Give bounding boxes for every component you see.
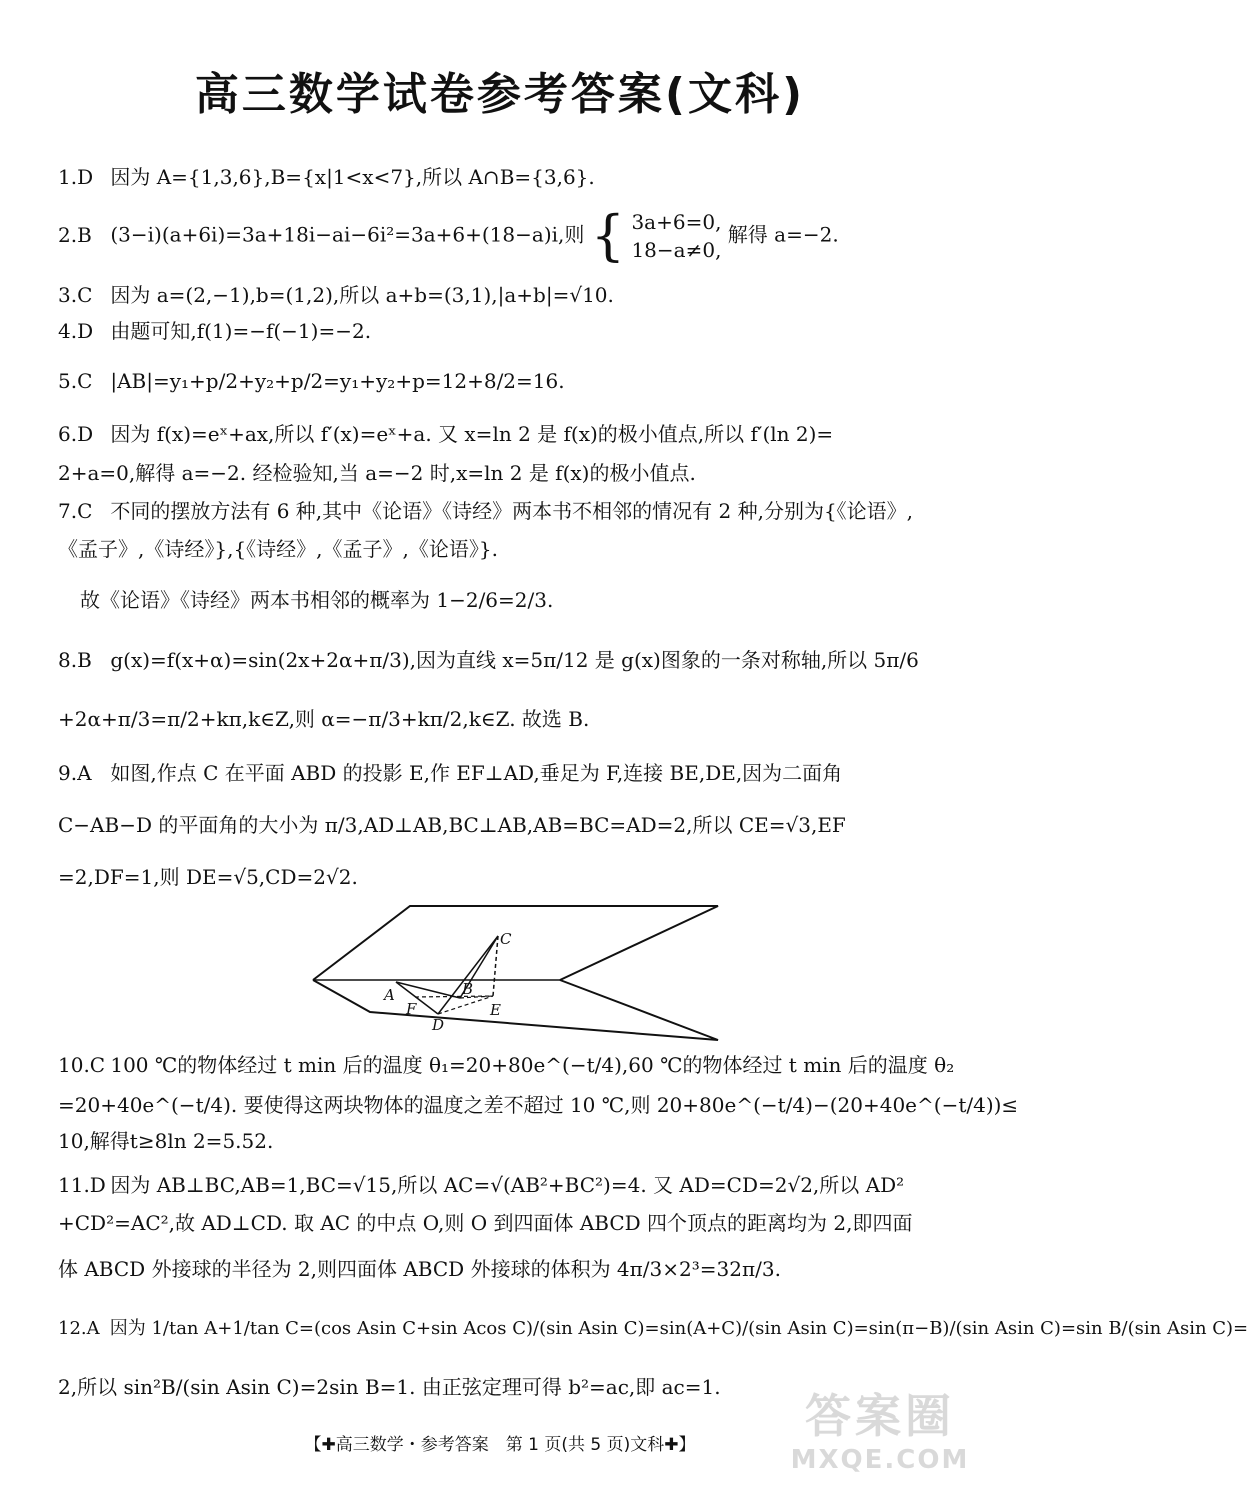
page-title: 高三数学试卷参考答案(文科) [194, 69, 806, 120]
label-d: D [432, 1016, 445, 1034]
answer-text-line-3: 体 ABCD 外接球的半径为 2,则四面体 ABCD 外接球的体积为 4π/3×2³=32π/3. [58, 1257, 781, 1281]
answer-1 [58, 162, 978, 192]
answer-number: 7.C [58, 499, 93, 523]
answer-number: 2.B [58, 222, 92, 247]
segment-de [438, 996, 493, 1014]
answer-4 [58, 316, 978, 346]
answer-text-line-3: =2,DF=1,则 DE=√5,CD=2√2. [58, 865, 358, 889]
answer-9 [58, 758, 978, 788]
answer-text-line-2: 2+a=0,解得 a=−2. 经检验知,当 a=−2 时,x=ln 2 是 f(x)的极小值点. [58, 461, 696, 485]
answer-number: 1.D [58, 165, 94, 189]
answer-text-line-1: 因为 f(x)=eˣ+ax,所以 f′(x)=eˣ+a. 又 x=ln 2 是 f(x)的极小值点,所以 f′(ln 2)= [110, 422, 834, 446]
answer-text-line-3: 10,解得t≥8ln 2=5.52. [58, 1129, 274, 1153]
answer-text-line-2: +2α+π/3=π/2+kπ,k∈Z,则 α=−π/3+kπ/2,k∈Z. 故选 B. [58, 707, 590, 731]
answer-10 [58, 1050, 978, 1080]
answer-7-conclusion [80, 585, 1000, 615]
dihedral-angle-figure [310, 902, 730, 1042]
answer-11-continued [58, 1208, 978, 1238]
answer-number: 11.D [58, 1173, 106, 1197]
label-b: B [462, 980, 474, 998]
answer-6 [58, 419, 978, 449]
watermark-url: MXQE.COM [790, 1445, 970, 1475]
answer-number: 6.D [58, 422, 94, 446]
system-line-1: 3a+6=0, [631, 210, 722, 234]
answer-text: |AB|=y₁+p/2+y₂+p/2=y₁+y₂+p=12+8/2=16. [110, 369, 565, 393]
lower-plane [313, 980, 718, 1040]
answer-text-line-1: g(x)=f(x+α)=sin(2x+2α+π/3),因为直线 x=5π/12 是 g(x)图象的一条对称轴,所以 5π/6 [110, 648, 919, 672]
answer-tail: 解得 a=−2. [727, 222, 839, 247]
page-footer: 【✚高三数学・参考答案 第 1 页(共 5 页)文科✚】 [304, 1435, 696, 1455]
answer-6-continued [58, 458, 978, 488]
brace-symbol: { [590, 204, 626, 267]
answer-12 [58, 1314, 1248, 1344]
answer-7-continued [58, 534, 978, 564]
watermark-logo [790, 1388, 970, 1484]
answer-3 [58, 280, 978, 310]
answer-10-continued [58, 1090, 1019, 1120]
label-f: F [406, 1000, 417, 1018]
answer-9-continued [58, 810, 978, 840]
answer-text: 由题可知,f(1)=−f(−1)=−2. [110, 319, 372, 343]
answer-text-line-2: +CD²=AC²,故 AD⊥CD. 取 AC 的中点 O,则 O 到四面体 ABCD 四个顶点的距离均为 2,即四面 [58, 1211, 913, 1235]
segment-cd [438, 936, 498, 1014]
equation-system [631, 208, 721, 264]
answer-text-line-2: C−AB−D 的平面角的大小为 π/3,AD⊥AB,BC⊥AB,AB=BC=AD=2,所以 CE=√3,EF [58, 813, 846, 837]
answer-text: 因为 a=(2,−1),b=(1,2),所以 a+b=(3,1),|a+b|=√10. [110, 283, 614, 307]
segment-ce [493, 936, 498, 996]
answer-8 [58, 645, 978, 675]
answer-2 [58, 204, 978, 267]
answer-9-continued-2 [58, 862, 978, 892]
label-e: E [490, 1001, 501, 1019]
answer-number: 9.A [58, 761, 92, 785]
answer-text-line-3: 故《论语》《诗经》两本书相邻的概率为 1−2/6=2/3. [80, 588, 554, 612]
answer-text: 因为 A={1,3,6},B={x|1<x<7},所以 A∩B={3,6}. [110, 165, 595, 189]
answer-text-line-1: 100 ℃的物体经过 t min 后的温度 θ₁=20+80e^(−t/4),60 ℃的物体经过 t min 后的温度 θ₂ [110, 1053, 955, 1077]
watermark-brand: 答案圈 [805, 1389, 955, 1443]
answer-number: 12.A [58, 1318, 100, 1339]
answer-text-line-1: 如图,作点 C 在平面 ABD 的投影 E,作 EF⊥AD,垂足为 F,连接 BE,DE,因为二面角 [110, 761, 843, 785]
answer-text-line-1: 因为 1/tan A+1/tan C=(cos Asin C+sin Acos C)/(sin Asin C)=sin(A+C)/(sin Asin C)=sin(π−B)/(sin Asin C)=sin B/(sin Asin C)= [109, 1318, 1248, 1339]
answer-8-continued [58, 704, 978, 734]
answer-text-line-2: 2,所以 sin²B/(sin Asin C)=2sin B=1. 由正弦定理可得 b²=ac,即 ac=1. [58, 1375, 721, 1399]
answer-7 [58, 496, 978, 526]
answer-number: 3.C [58, 283, 93, 307]
answer-number: 8.B [58, 648, 92, 672]
answer-10-continued-2 [58, 1126, 978, 1156]
label-a: A [384, 986, 395, 1004]
answer-text-line-2: =20+40e^(−t/4). 要使得这两块物体的温度之差不超过 10 ℃,则 20+80e^(−t/4)−(20+40e^(−t/4))≤ [58, 1093, 1019, 1117]
answer-11-continued-2 [58, 1254, 978, 1284]
label-c: C [500, 930, 512, 948]
system-line-2: 18−a≠0, [631, 238, 722, 262]
answer-text-line-1: 因为 AB⊥BC,AB=1,BC=√15,所以 AC=√(AB²+BC²)=4. 又 AD=CD=2√2,所以 AD² [110, 1173, 905, 1197]
answer-text: (3−i)(a+6i)=3a+18i−ai−6i²=3a+6+(18−a)i,则 [110, 222, 585, 247]
answer-5 [58, 366, 978, 396]
answer-text-line-2: 《孟子》,《诗经》},{《诗经》,《孟子》,《论语》}. [58, 537, 498, 561]
upper-plane [313, 906, 718, 980]
answer-number: 10.C [58, 1053, 106, 1077]
answer-number: 4.D [58, 319, 94, 343]
answer-text-line-1: 不同的摆放方法有 6 种,其中《论语》《诗经》两本书不相邻的情况有 2 种,分别为{《论语》, [110, 499, 914, 523]
answer-number: 5.C [58, 369, 93, 393]
answer-11 [58, 1170, 978, 1200]
